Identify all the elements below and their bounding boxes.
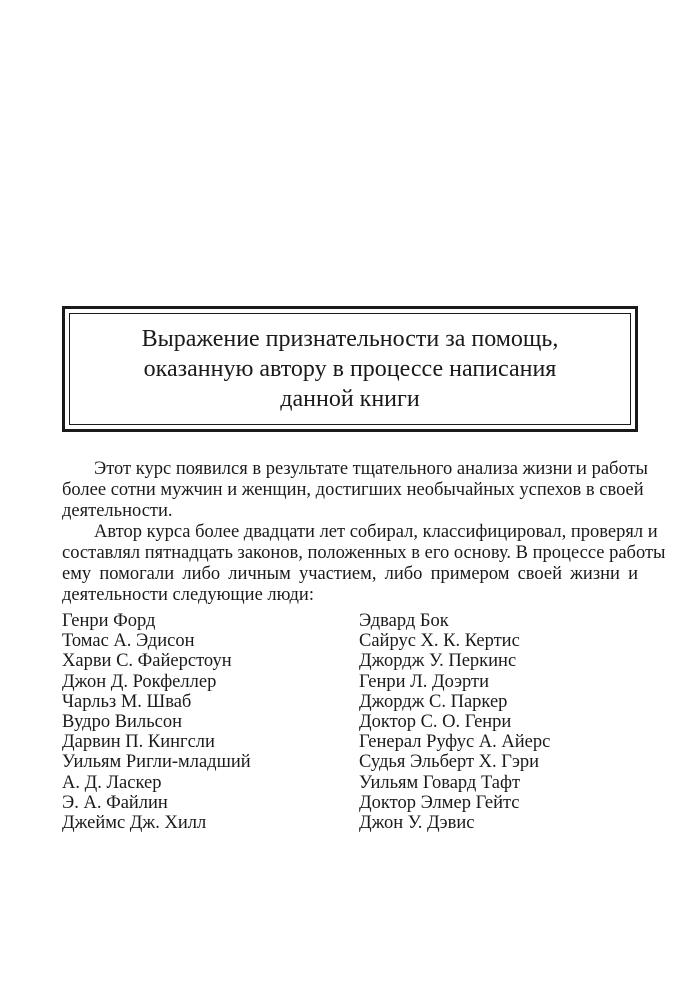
person-name: Сайрус Х. К. Кертис: [359, 631, 520, 652]
person-name: Дарвин П. Кингсли: [62, 732, 215, 753]
names-column-left: [62, 611, 251, 833]
person-name: Вудро Вильсон: [62, 712, 182, 733]
text-line: составлял пятнадцать законов, положенных в его основу. В процессе работы: [62, 543, 666, 563]
person-name: Доктор С. О. Генри: [359, 712, 512, 733]
text-line: деятельности следующие люди:: [62, 585, 314, 605]
names-column-right: [359, 611, 550, 833]
person-name: Джордж С. Паркер: [359, 691, 508, 712]
text-line: ему помогали либо личным участием, либо примером своей жизни и: [62, 564, 638, 584]
title-line: данной книги: [280, 386, 420, 412]
person-name: Генерал Руфус А. Айерс: [359, 732, 551, 753]
intro-text: [62, 459, 666, 606]
person-name: Харви С. Файерстоун: [62, 651, 232, 672]
person-name: Уильям Говард Тафт: [359, 772, 521, 793]
text-line: деятельности.: [62, 501, 173, 521]
person-name: Э. А. Файлин: [62, 792, 168, 813]
person-name: Эдвард Бок: [359, 611, 449, 631]
person-name: Доктор Элмер Гейтс: [359, 792, 520, 813]
text-line: Автор курса более двадцати лет собирал, классифицировал, проверял и: [94, 522, 658, 542]
person-name: Чарльз М. Шваб: [62, 691, 192, 712]
paragraph-1: [62, 459, 648, 522]
person-name: Джеймс Дж. Хилл: [62, 813, 207, 834]
title-line: Выражение признательности за помощь,: [141, 326, 559, 352]
person-name: Уильям Ригли-младший: [62, 752, 251, 773]
person-name: Джон Д. Рокфеллер: [62, 671, 217, 692]
person-name: Генри Форд: [62, 611, 156, 631]
title-frame-inner: [69, 313, 631, 425]
person-name: Томас А. Эдисон: [62, 631, 195, 652]
text-line: Этот курс появился в результате тщательного анализа жизни и работы: [94, 459, 648, 479]
person-name: Джон У. Дэвис: [359, 813, 475, 834]
person-name: Судья Эльберт Х. Гэри: [359, 752, 540, 773]
person-name: А. Д. Ласкер: [62, 772, 162, 793]
paragraph-2: [62, 522, 666, 606]
title-line: оказанную автору в процессе написания: [143, 356, 557, 382]
person-name: Джордж У. Перкинс: [359, 651, 517, 672]
person-name: Генри Л. Доэрти: [359, 671, 489, 692]
title-frame: [62, 306, 638, 432]
text-line: более сотни мужчин и женщин, достигших необычайных успехов в своей: [62, 480, 644, 500]
